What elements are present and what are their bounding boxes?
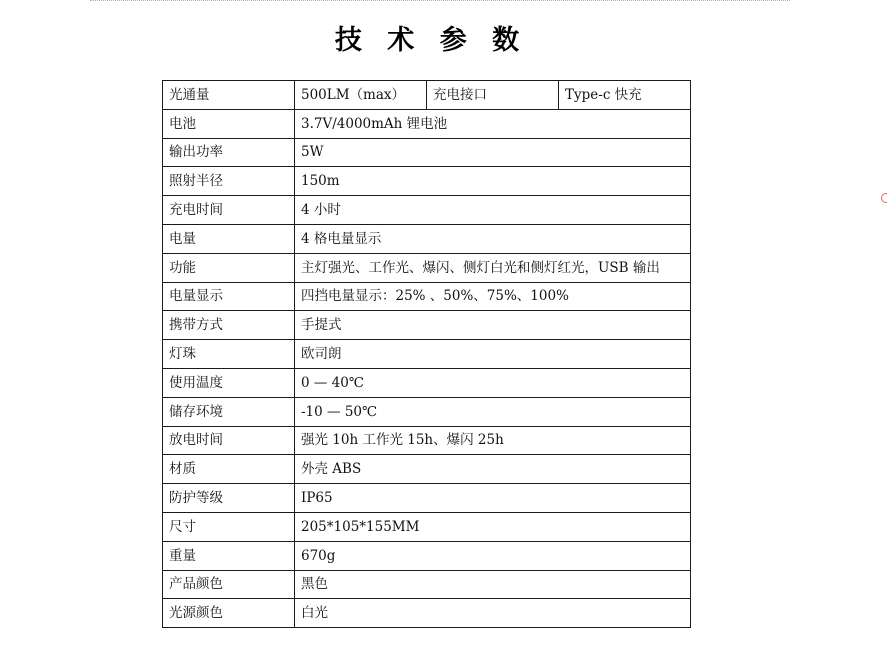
table-row [163, 138, 691, 167]
spec-label: 携带方式 [163, 311, 295, 340]
spec-label: 充电接口 [427, 81, 559, 110]
table-row [163, 599, 691, 628]
table-row [163, 455, 691, 484]
spec-table [162, 80, 691, 628]
table-row [163, 512, 691, 541]
spec-label: 功能 [163, 253, 295, 282]
spec-label: 电量显示 [163, 282, 295, 311]
spec-value: 670g [295, 541, 691, 570]
page-top-dotted-rule [90, 0, 790, 1]
spec-value: 500LM（max） [295, 81, 427, 110]
spec-label: 光源颜色 [163, 599, 295, 628]
table-row [163, 253, 691, 282]
page-title: 技 术 参 数 [334, 25, 528, 56]
spec-value: Type-c 快充 [559, 81, 691, 110]
table-row [163, 426, 691, 455]
spec-label: 充电时间 [163, 196, 295, 225]
spec-value: 4 格电量显示 [295, 224, 691, 253]
table-row [163, 311, 691, 340]
table-row [163, 368, 691, 397]
spec-value: -10 — 50℃ [295, 397, 691, 426]
spec-value: 外壳 ABS [295, 455, 691, 484]
table-row [163, 109, 691, 138]
table-row [163, 484, 691, 513]
table-row [163, 167, 691, 196]
spec-label: 放电时间 [163, 426, 295, 455]
spec-value: 5W [295, 138, 691, 167]
spec-label: 储存环境 [163, 397, 295, 426]
table-row [163, 196, 691, 225]
spec-label: 尺寸 [163, 512, 295, 541]
spec-label: 防护等级 [163, 484, 295, 513]
table-row [163, 541, 691, 570]
spec-value: 主灯强光、工作光、爆闪、侧灯白光和侧灯红光，USB 输出 [295, 253, 691, 282]
spec-label: 产品颜色 [163, 570, 295, 599]
spec-label: 电量 [163, 224, 295, 253]
spec-label: 输出功率 [163, 138, 295, 167]
table-row [163, 282, 691, 311]
spec-value: 白光 [295, 599, 691, 628]
spec-label: 光通量 [163, 81, 295, 110]
spec-label: 照射半径 [163, 167, 295, 196]
table-row [163, 570, 691, 599]
spec-label: 材质 [163, 455, 295, 484]
table-row [163, 397, 691, 426]
spec-value: 黑色 [295, 570, 691, 599]
spec-table-body [163, 81, 691, 628]
spec-label: 使用温度 [163, 368, 295, 397]
spec-value: 150m [295, 167, 691, 196]
spec-label: 灯珠 [163, 340, 295, 369]
spec-value: 205*105*155MM [295, 512, 691, 541]
table-row [163, 81, 691, 110]
spec-value: 强光 10h 工作光 15h、爆闪 25h [295, 426, 691, 455]
spec-value: 0 — 40℃ [295, 368, 691, 397]
spec-value: 欧司朗 [295, 340, 691, 369]
spec-value: 3.7V/4000mAh 锂电池 [295, 109, 691, 138]
spec-label: 电池 [163, 109, 295, 138]
spec-label: 重量 [163, 541, 295, 570]
margin-marker-icon [881, 193, 887, 203]
spec-value: IP65 [295, 484, 691, 513]
table-row [163, 224, 691, 253]
spec-value: 手提式 [295, 311, 691, 340]
spec-value: 4 小时 [295, 196, 691, 225]
spec-value: 四挡电量显示：25% 、50%、75%、100% [295, 282, 691, 311]
table-row [163, 340, 691, 369]
